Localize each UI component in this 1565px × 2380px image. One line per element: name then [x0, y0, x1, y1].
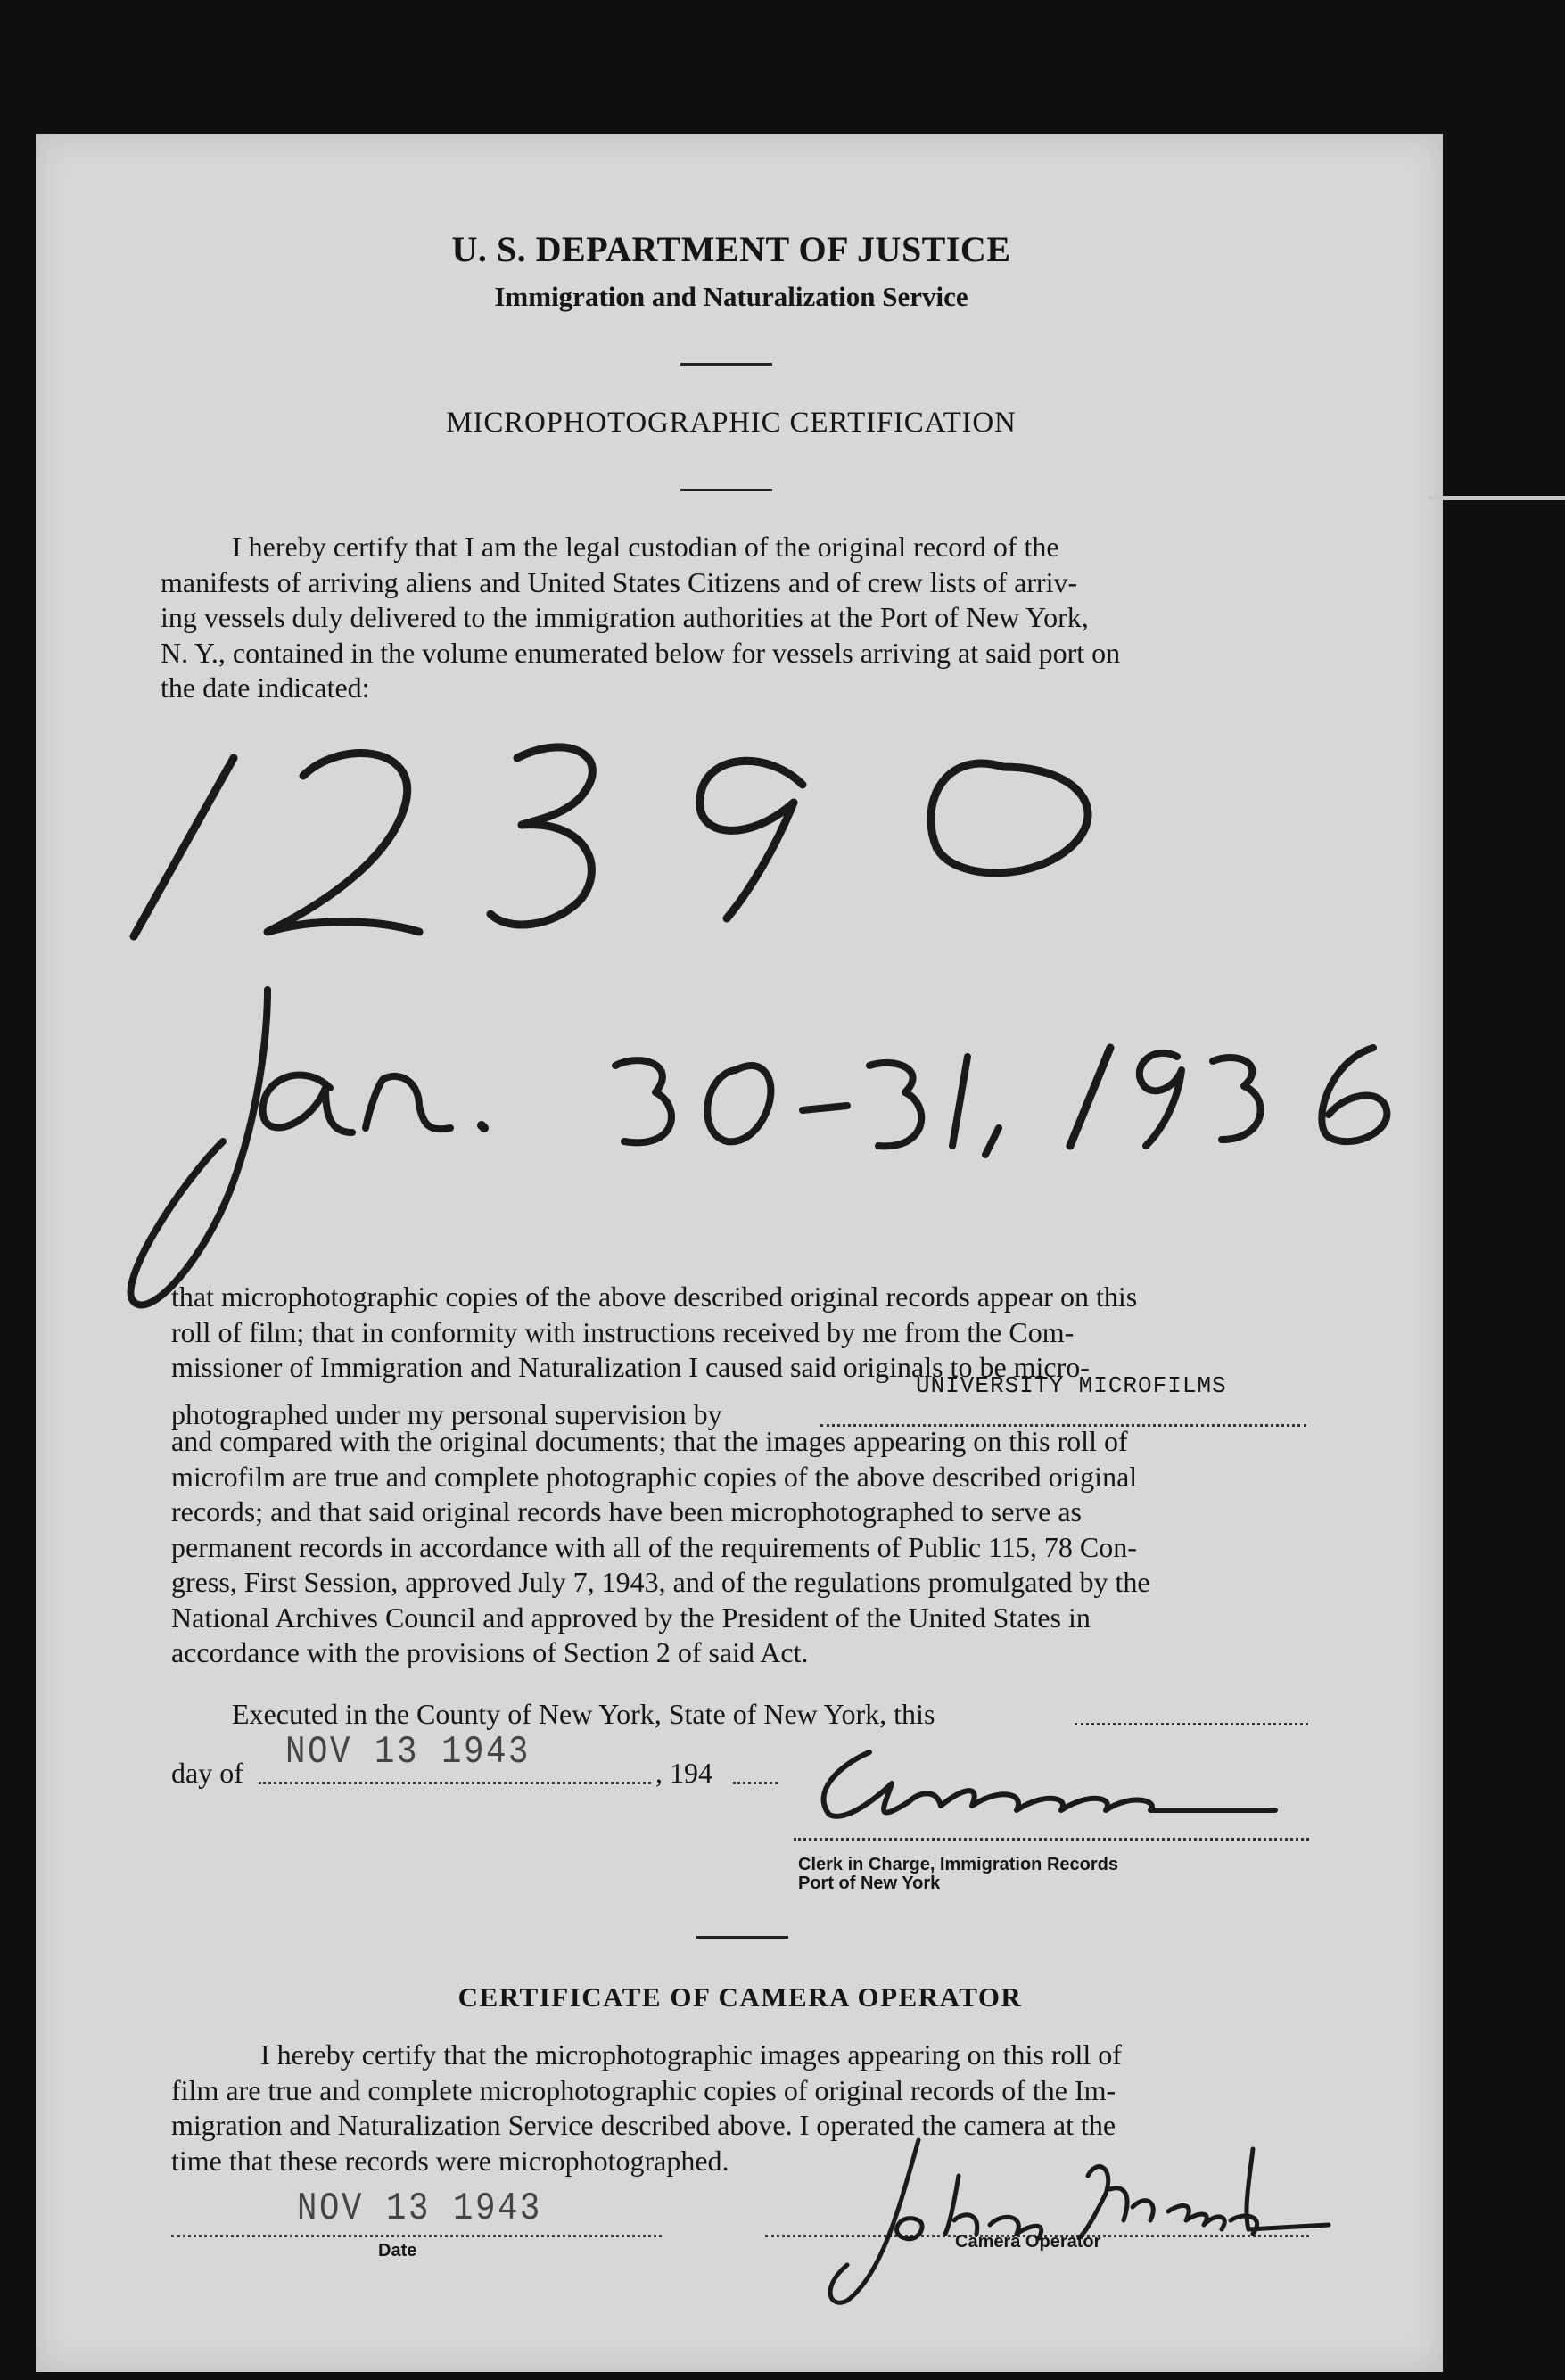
paragraph-line: I hereby certify that the microphotographic images appearing on this roll of [260, 2038, 1122, 2071]
handwritten-dash [803, 1106, 847, 1110]
copies-paragraph-a [171, 1280, 1306, 1386]
handwritten-comma [985, 1128, 999, 1155]
section-divider [696, 1936, 788, 1939]
photographed-by-typed: UNIVERSITY MICROFILMS [916, 1372, 1227, 1399]
paragraph-line: time that these records were microphotographed. [171, 2144, 729, 2177]
certification-title: MICROPHOTOGRAPHIC CERTIFICATION [446, 407, 1017, 439]
handwritten-digit-3 [490, 747, 592, 925]
handwritten-digit-9 [700, 761, 803, 918]
paragraph-line: permanent records in accordance with all of the requirements of Public 115, 78 Con- [171, 1530, 1137, 1563]
handwritten-year-6 [1322, 1048, 1387, 1141]
paragraph-line: migration and Naturalization Service described above. I operated the camera at the [171, 2109, 1116, 2141]
handwritten-date-0 [707, 1066, 770, 1141]
executed-text: Executed in the County of New York, State of New York, this [232, 1698, 935, 1730]
camera-operator-label: Camera Operator [955, 2232, 1101, 2252]
paragraph-line: I hereby certify that I am the legal custodian of the original record of the [232, 531, 1059, 563]
day-of-stamp: NOV 13 1943 [285, 1730, 531, 1775]
paragraph-line: National Archives Council and approved by the President of the United States in [171, 1601, 1091, 1634]
paragraph-line: microfilm are true and complete photographic copies of the above described original [171, 1460, 1138, 1493]
paragraph-line: and compared with the original documents; that the images appearing on this roll of [171, 1425, 1128, 1457]
handwritten-date-1 [952, 1057, 968, 1146]
handwritten-year-1 [1070, 1048, 1110, 1146]
handwritten-letter-a [263, 1075, 352, 1132]
handwritten-letter-J [130, 990, 268, 1305]
clerk-signature-line [794, 1825, 1309, 1841]
date-label: Date [378, 2241, 417, 2261]
clerk-port: Port of New York [798, 1874, 941, 1893]
paragraph-line: records; and that said original records have been microphotographed to serve as [171, 1495, 1082, 1528]
camera-operator-title: CERTIFICATE OF CAMERA OPERATOR [457, 1981, 1023, 2013]
handwritten-date-3 [615, 1060, 671, 1142]
handwritten-digit-2 [268, 754, 419, 932]
paragraph-line: ing vessels duly delivered to the immigration authorities at the Port of New York, [161, 601, 1089, 633]
department-heading: U. S. DEPARTMENT OF JUSTICE [451, 229, 1011, 269]
service-subheading: Immigration and Naturalization Service [494, 281, 968, 312]
handwritten-letter-n [366, 1076, 450, 1129]
handwritten-date-3b [869, 1063, 921, 1146]
year-prefix: , 194 [655, 1757, 712, 1789]
handwritten-digit-0 [931, 763, 1088, 873]
paragraph-line: N. Y., contained in the volume enumerated below for vessels arriving at said port on [161, 636, 1121, 669]
executed-day-dots [1075, 1710, 1308, 1725]
clerk-signature [785, 1739, 1320, 1873]
paragraph-line: film are true and complete microphotographic copies of original records of the Im- [171, 2073, 1116, 2106]
handwritten-period [482, 1125, 484, 1128]
day-of-label: day of [171, 1757, 243, 1789]
paragraph-line: the date indicated: [161, 671, 370, 704]
paragraph-line: that microphotographic copies of the above described original records appear on this [171, 1281, 1138, 1313]
copies-paragraph-b [171, 1424, 1306, 1671]
year-dots [733, 1769, 778, 1784]
handwritten-year-9 [1140, 1053, 1182, 1146]
handwritten-year-3 [1213, 1058, 1261, 1140]
paragraph-line: gress, First Session, approved July 7, 1943, and of the regulations promulgated by the [171, 1566, 1150, 1598]
paragraph-line: accordance with the provisions of Section 2 of said Act. [171, 1636, 809, 1668]
paragraph-line: roll of film; that in conformity with instructions received by me from the Com- [171, 1315, 1075, 1348]
paragraph-line: manifests of arriving aliens and United States Citizens and of crew lists of arriv- [161, 565, 1078, 598]
camera-operator-signature [803, 2122, 1338, 2318]
paragraph-line: missioner of Immigration and Naturalization I caused said originals to be micro- [171, 1351, 1090, 1383]
photographed-by-label: photographed under my personal supervision by [171, 1398, 722, 1430]
handwritten-digit-1 [134, 758, 234, 936]
clerk-title: Clerk in Charge, Immigration Records [798, 1855, 1118, 1874]
operator-date-stamp: NOV 13 1943 [297, 2186, 542, 2231]
